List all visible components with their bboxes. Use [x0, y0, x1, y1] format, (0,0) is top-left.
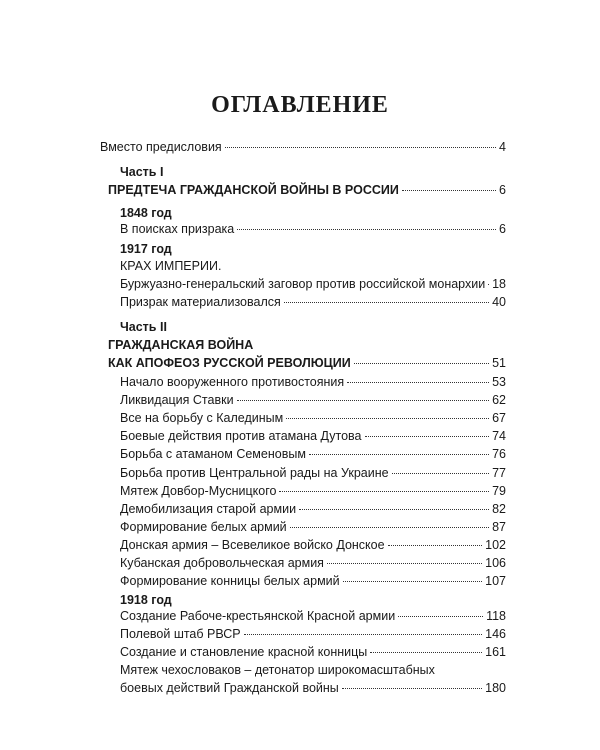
dot-leader	[343, 581, 483, 582]
toc-entry-title: Начало вооруженного противостояния	[120, 375, 345, 389]
toc-entry-page: 118	[486, 609, 506, 623]
part2-label: Часть II	[120, 320, 167, 334]
toc-entry-title: Донская армия – Всевеликое войско Донское	[120, 537, 385, 552]
toc-entry-foreword[interactable]	[100, 138, 506, 156]
toc-entry[interactable]	[120, 220, 506, 238]
part2-title-line1: ГРАЖДАНСКАЯ ВОЙНА	[108, 338, 254, 352]
toc-entry-page: 146	[485, 627, 506, 641]
dot-leader	[279, 491, 489, 492]
toc-entry-title: Боевые действия против атамана Дутова	[120, 429, 362, 444]
dot-leader	[488, 284, 489, 285]
toc-entry[interactable]	[120, 293, 506, 311]
toc-entry[interactable]	[120, 482, 506, 500]
toc-entry[interactable]	[120, 409, 506, 427]
dot-leader	[290, 527, 489, 528]
toc-entry-page: 79	[492, 483, 506, 498]
toc-entry-title: Борьба против Центральной рады на Украине	[120, 465, 389, 480]
toc-entry[interactable]	[120, 464, 506, 482]
dot-leader	[398, 616, 483, 617]
section-subtitle: КРАХ ИМПЕРИИ.	[120, 259, 222, 273]
toc-entry[interactable]	[120, 572, 506, 590]
section-year-1917: 1917 год	[120, 242, 172, 256]
toc-entry-title: В поисках призрака	[120, 222, 235, 236]
section-year-1848: 1848 год	[120, 206, 172, 220]
toc-entry-page: 77	[492, 465, 506, 480]
toc-entry-title: Борьба с атаманом Семеновым	[120, 447, 306, 462]
toc-entry-page: 74	[492, 429, 506, 444]
toc-entry[interactable]	[120, 445, 506, 463]
dot-leader	[284, 302, 489, 303]
toc-entry-title: Формирование конницы белых армий	[120, 574, 340, 589]
dot-leader	[244, 634, 483, 635]
toc-entry-multiline[interactable]	[120, 679, 506, 697]
dot-leader	[347, 382, 489, 383]
toc-entry-multiline-line1: Мятеж чехословаков – детонатор широкомасштабных	[120, 663, 435, 677]
toc-entry-title: Все на борьбу с Калединым	[120, 411, 284, 426]
toc-entry-page: 4	[499, 140, 506, 154]
toc-entry[interactable]	[120, 275, 506, 293]
toc-entry[interactable]	[120, 625, 506, 643]
dot-leader	[225, 147, 496, 148]
toc-entry-page: 51	[492, 356, 506, 370]
toc-entry-page: 6	[499, 222, 506, 236]
dot-leader	[392, 473, 490, 474]
toc-entry[interactable]	[120, 373, 506, 391]
toc-entry-part2[interactable]	[108, 354, 506, 372]
toc-entry-page: 18	[492, 277, 506, 291]
toc-entry[interactable]	[120, 427, 506, 445]
toc-entry[interactable]	[120, 554, 506, 572]
toc-entry-title: боевых действий Гражданской войны	[120, 681, 339, 695]
dot-leader	[309, 454, 489, 455]
toc-entry[interactable]	[120, 391, 506, 409]
toc-entry[interactable]	[120, 643, 506, 661]
toc-entry-page: 62	[492, 393, 506, 408]
toc-entry-page: 87	[492, 519, 506, 534]
dot-leader	[237, 400, 490, 401]
toc-entry[interactable]	[120, 518, 506, 536]
toc-entry[interactable]	[120, 536, 506, 554]
part1-title: ПРЕДТЕЧА ГРАЖДАНСКОЙ ВОЙНЫ В РОССИИ	[108, 183, 399, 197]
part1-label: Часть I	[120, 165, 164, 179]
toc-entry-title: Формирование белых армий	[120, 519, 287, 534]
part2-title-line2: КАК АПОФЕОЗ РУССКОЙ РЕВОЛЮЦИИ	[108, 356, 351, 370]
toc-entry-page: 106	[485, 556, 506, 570]
dot-leader	[365, 436, 490, 437]
toc-entry-page: 40	[492, 295, 506, 309]
toc-entry[interactable]	[120, 500, 506, 518]
dot-leader	[342, 688, 482, 689]
toc-entry-title: Призрак материализовался	[120, 295, 281, 309]
section-year-1918: 1918 год	[120, 593, 172, 607]
toc-entry-page: 67	[492, 411, 506, 426]
toc-entry-title: Мятеж Довбор-Мусницкого	[120, 483, 277, 498]
dot-leader	[286, 418, 489, 419]
toc-entry-title: Демобилизация старой армии	[120, 501, 297, 516]
toc-entry-page: 102	[485, 537, 506, 552]
toc-entry-title: Буржуазно-генеральский заговор против российской монархии	[120, 277, 486, 291]
toc-entry[interactable]	[120, 607, 506, 625]
dot-leader	[388, 545, 483, 546]
dot-leader	[354, 363, 489, 364]
toc-entry-page: 6	[499, 183, 506, 197]
toc-entry-title: Кубанская добровольческая армия	[120, 556, 324, 570]
toc-entry-title: Вместо предисловия	[100, 140, 222, 154]
toc-entry-page: 107	[485, 574, 506, 589]
page-title: ОГЛАВЛЕНИЕ	[211, 92, 389, 118]
toc-entry-title: Ликвидация Ставки	[120, 393, 234, 408]
dot-leader	[370, 652, 482, 653]
toc-entry-part1[interactable]	[108, 181, 506, 199]
dot-leader	[237, 229, 496, 230]
toc-entry-page: 53	[492, 375, 506, 389]
dot-leader	[402, 190, 496, 191]
toc-entry-page: 76	[492, 447, 506, 462]
toc-entry-page: 161	[485, 645, 506, 659]
toc-entry-title: Создание Рабоче-крестьянской Красной армии	[120, 609, 396, 623]
dot-leader	[327, 563, 482, 564]
toc-entry-page: 82	[492, 501, 506, 516]
dot-leader	[299, 509, 489, 510]
toc-entry-title: Полевой штаб РВСР	[120, 627, 241, 641]
toc-entry-title: Создание и становление красной конницы	[120, 645, 368, 659]
toc-entry-page: 180	[485, 681, 506, 695]
